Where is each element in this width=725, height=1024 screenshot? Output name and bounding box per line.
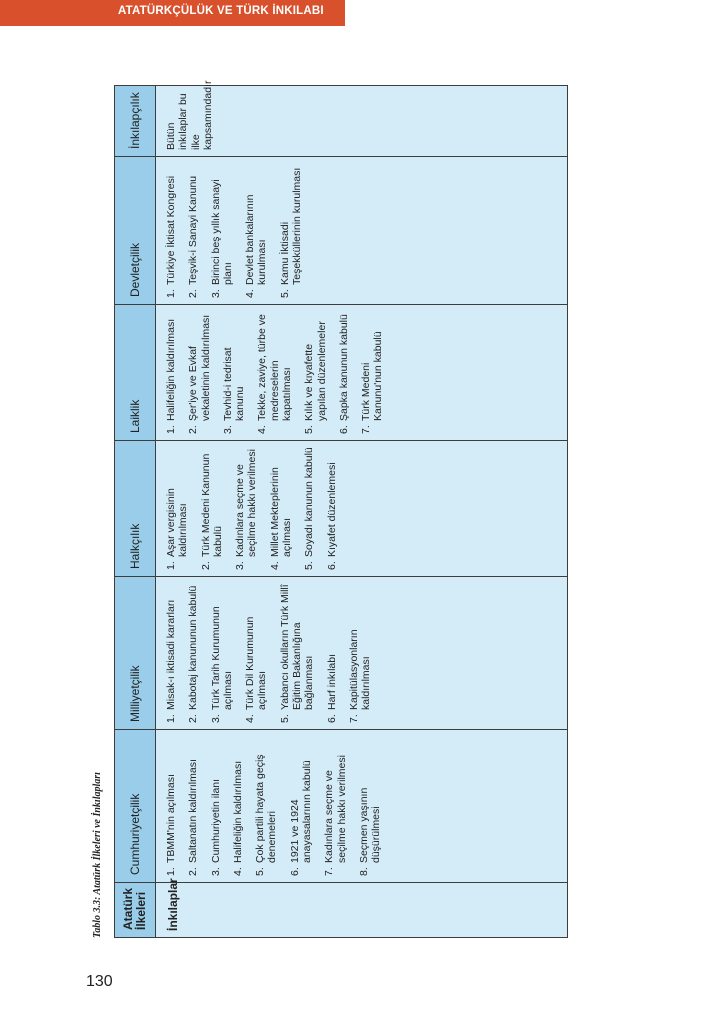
list-item: 5. Soyadı kanunun kabulü	[303, 447, 316, 570]
item-list	[161, 736, 382, 876]
table-cell	[156, 577, 568, 730]
rotated-table-block	[92, 80, 568, 938]
table-cell	[156, 441, 568, 577]
item-list	[161, 163, 303, 298]
list-item: 3. Tevhid-i tedrisat kanunu	[221, 347, 247, 434]
column-header: Milliyetçilik	[115, 577, 156, 730]
list-item: 4. Devlet bankalarının kurulması	[244, 194, 269, 298]
table-cell	[156, 305, 568, 441]
table-cell	[156, 80, 568, 157]
list-item: 4. Halifeliğin kaldırılması	[231, 760, 244, 876]
list-item: 5. Çok partili hayata geçiş denemeleri	[254, 754, 279, 876]
table-container	[92, 80, 568, 938]
list-item: 7. Kadınlara seçme ve seçilme hakkı verilmesi	[323, 755, 348, 876]
column-header: İnkılapçılık	[115, 86, 156, 157]
list-item: 6. Şapka kanunun kabulü	[337, 314, 350, 434]
list-item: 2. Şer'iye ve Evkaf vekaletinin kaldırılması	[187, 314, 212, 434]
list-item: 4. Millet Mekteplerinin açılması	[268, 467, 293, 570]
list-item: 5. Kamu İktisadi Teşekküllerinin kurulması	[278, 167, 303, 298]
corner-header: Atatürk İlkeleri	[115, 883, 156, 938]
cell-text: Bütün inkılaplar bu ilke kapsamındadır	[165, 80, 214, 150]
table-cell	[156, 730, 568, 883]
list-item: 5. Yabancı okulların Türk Millî Eğitim Bakanlığına bağlanması	[278, 584, 316, 723]
list-item: 2. Saltanatın kaldırılması	[187, 759, 200, 876]
list-item: 2. Teşvik-i Sanayi Kanunu	[187, 175, 200, 298]
list-item: 2. Kabotaj kanununun kabulü	[187, 585, 200, 723]
list-item: 3. Cumhuriyetin ilanı	[209, 778, 222, 876]
list-item: 7. Kapitülasyonların kaldırılması	[347, 629, 373, 723]
list-item: 3. Kadınlara seçme ve seçilme hakkı verilmesi	[234, 449, 259, 570]
list-item: 4. Tekke, zaviye, türbe ve medreselerin kapatılması	[256, 314, 293, 434]
table-cell	[156, 157, 568, 305]
column-header: Devletçilik	[115, 157, 156, 305]
table-row	[156, 86, 568, 938]
chapter-title: ATATÜRKÇÜLÜK VE TÜRK İNKILABI	[118, 5, 324, 17]
item-list	[161, 447, 338, 570]
item-list	[161, 583, 372, 723]
list-item: 4. Türk Dil Kurumunun açılması	[244, 616, 269, 723]
list-item: 5. Kılık ve kıyafette yapılan düzenlemeler	[303, 321, 328, 434]
row-header: İnkılaplar	[156, 883, 568, 938]
list-item: 1. Misak-ı iktisadi kararları	[165, 599, 177, 723]
list-item: 3. Türk Tarih Kurumunun açılması	[209, 606, 234, 723]
list-item: 2. Türk Medeni Kanunun kabulü	[199, 453, 224, 570]
list-item: 1. Halifeliğin kaldırılması	[165, 318, 177, 434]
table-caption: Tablo 3.3: Atatürk İlkeleri ve İnkılapları	[92, 772, 103, 938]
list-item: 3. Birinci beş yıllık sanayi planı	[209, 179, 234, 298]
list-item: 1. Aşar vergisinin kaldırılması	[165, 488, 190, 570]
list-item: 1. Türkiye İktisat Kongresi	[165, 175, 177, 298]
table-header-row	[115, 86, 156, 938]
list-item: 6. Kıyafet düzenlemesi	[325, 462, 338, 570]
list-item: 6. 1921 ve 1924 anayasalarının kabulü	[288, 760, 313, 876]
page-number: 130	[86, 973, 113, 990]
item-list	[161, 311, 385, 434]
column-header: Cumhuriyetçilik	[115, 730, 156, 883]
principles-table	[114, 80, 568, 938]
list-item: 6. Harf inkılabı	[325, 653, 338, 723]
chapter-banner	[0, 0, 345, 26]
column-header: Laiklik	[115, 305, 156, 441]
list-item: 1. TBMM'nin açılması	[165, 774, 177, 876]
list-item: 8. Seçmen yaşının düşürülmesi	[357, 787, 383, 876]
list-item: 7. Türk Medeni Kanunu'nun kabulü	[360, 331, 385, 434]
column-header: Halkçılık	[115, 441, 156, 577]
